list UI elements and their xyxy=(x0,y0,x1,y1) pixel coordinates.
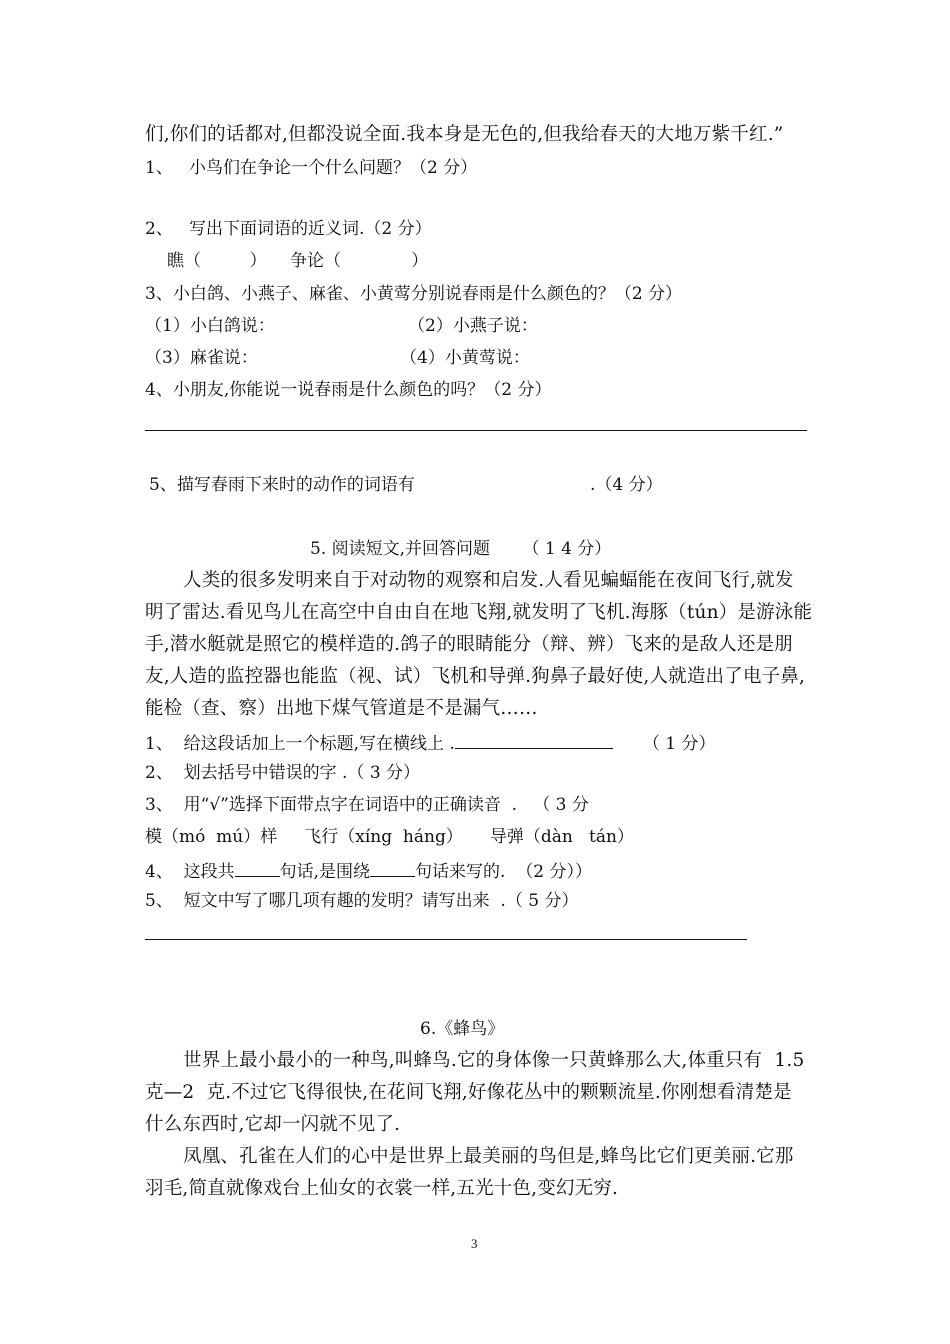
question-1: 1、 小鸟们在争论一个什么问题？（2 分） xyxy=(145,158,478,178)
s5-question-1-score: （ 1 分） xyxy=(642,734,716,754)
question-3: 3、小白鸽、小燕子、麻雀、小黄莺分别说春雨是什么颜色的？（2 分） xyxy=(145,284,683,304)
s5-question-4-part-c: 句话来写的. （2 分）） xyxy=(415,862,592,882)
passage-line: 人类的很多发明来自于对动物的观察和启发.人看见蝙蝠能在夜间飞行,就发 xyxy=(183,570,794,591)
answer-line-s5-q5 xyxy=(145,939,747,940)
synonym-item-1: 瞧（ ） xyxy=(167,251,267,271)
question-3-answer-3: （3）麻雀说： xyxy=(145,348,258,368)
hummingbird-line: 凤凰、孔雀在人们的心中是世界上最美丽的鸟但是,蜂鸟比它们更美丽.它那 xyxy=(183,1146,794,1167)
s5-question-5: 5、 短文中写了哪几项有趣的发明？请写出来 .（ 5 分） xyxy=(145,891,579,911)
passage-line: 能检（查、察）出地下煤气管道是不是漏气…… xyxy=(145,698,538,719)
passage-line: 明了雷达.看见鸟儿在高空中自由自在地飞翔,就发明了飞机.海豚（tún）是游泳能 xyxy=(145,602,813,623)
page-number: 3 xyxy=(471,1236,478,1251)
question-5-score: .（4 分） xyxy=(590,475,663,495)
question-3-answer-2: （2）小燕子说： xyxy=(408,316,538,336)
section-6-title: 6.《蜂鸟》 xyxy=(420,1019,505,1039)
section-5-title: 5. 阅读短文,并回答问题 （ 1 4 分） xyxy=(310,539,612,559)
question-4: 4、小朋友,你能说一说春雨是什么颜色的吗？（2 分） xyxy=(145,380,552,400)
sentence-count-blank[interactable] xyxy=(235,858,280,877)
question-2: 2、 写出下面词语的近义词.（2 分） xyxy=(145,219,432,239)
s5-question-4 xyxy=(145,858,592,883)
passage-line: 手,潜水艇就是照它的模样造的.鸽子的眼睛能分（辩、辨）飞来的是敌人还是朋 xyxy=(145,634,793,655)
s5-question-3: 3、 用“√”选择下面带点字在词语中的正确读音 . （ 3 分 xyxy=(145,795,589,815)
synonym-item-2: 争论（ ） xyxy=(290,251,429,271)
answer-line-q4 xyxy=(145,430,807,431)
hummingbird-line: 世界上最小最小的一种鸟,叫蜂鸟.它的身体像一只黄蜂那么大,体重只有 1.5 xyxy=(183,1050,805,1071)
s5-question-4-part-b: 句话,是围绕 xyxy=(279,862,371,882)
s5-question-1 xyxy=(145,730,715,755)
s5-question-1-text: 1、 给这段话加上一个标题,写在横线上 . xyxy=(145,734,455,754)
question-3-answer-4: （4）小黄莺说： xyxy=(400,348,530,368)
s5-question-2: 2、 划去括号中错误的字 .（ 3 分） xyxy=(145,763,421,783)
title-blank[interactable] xyxy=(455,730,613,749)
hummingbird-line: 克—2 克.不过它飞得很快,在花间飞翔,好像花丛中的颗颗流星.你刚想看清楚是 xyxy=(145,1082,792,1103)
hummingbird-line: 羽毛,简直就像戏台上仙女的衣裳一样,五光十色,变幻无穷. xyxy=(145,1178,619,1199)
question-5-text: 5、描写春雨下来时的动作的词语有 xyxy=(149,475,415,495)
topic-sentence-blank[interactable] xyxy=(370,858,415,877)
passage-continuation: 们,你们的话都对,但都没说全面.我本身是无色的,但我给春天的大地万紫千红.” xyxy=(145,124,784,145)
s5-question-3-options: 模（mó mú）样 飞行（xíng háng） 导弹（dàn tán） xyxy=(145,827,634,847)
hummingbird-line: 什么东西时,它却一闪就不见了. xyxy=(145,1114,401,1135)
s5-question-4-part-a: 4、 这段共 xyxy=(145,862,235,882)
passage-line: 友,人造的监控器也能监（视、试）飞机和导弹.狗鼻子最好使,人就造出了电子鼻, xyxy=(145,666,806,687)
question-3-answer-1: （1）小白鸽说： xyxy=(145,316,275,336)
